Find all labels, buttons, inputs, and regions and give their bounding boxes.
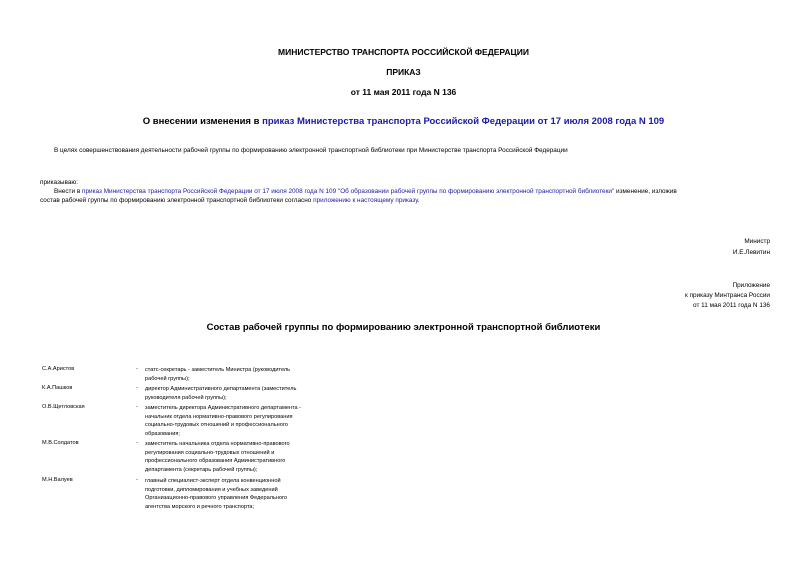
doc-date: от 11 мая 2011 года N 136 bbox=[350, 87, 457, 97]
ministry-heading: МИНИСТЕРСТВО ТРАНСПОРТА РОССИЙСКОЙ ФЕДЕРАЦИИ bbox=[278, 47, 529, 57]
role-line: Организационно-правового управления Федерального bbox=[145, 495, 288, 502]
member-role bbox=[145, 404, 355, 438]
role-line: начальник отдела нормативно-правового регулирования bbox=[145, 413, 293, 420]
title-prefix: О внесении изменения в bbox=[142, 116, 263, 127]
role-line: социально-трудовых отношений и профессионального bbox=[145, 422, 288, 429]
role-line: статс-секретарь - заместитель Министра (руководитель bbox=[145, 367, 291, 373]
appendix-line-2: к приказу Минтранса России bbox=[685, 292, 770, 299]
order-p2-link[interactable]: приложению к настоящему приказу bbox=[313, 197, 418, 204]
appendix-line-3: от 11 мая 2011 года N 136 bbox=[693, 302, 770, 309]
role-line: профессионального образования Административного bbox=[145, 458, 286, 465]
role-line: руководителя рабочей группы); bbox=[145, 394, 227, 401]
role-line: директор Административного департамента (заместитель bbox=[145, 386, 297, 392]
doc-type-heading: ПРИКАЗ bbox=[386, 67, 421, 77]
member-role bbox=[145, 477, 355, 511]
role-line: заместитель начальника отдела нормативно-правового bbox=[145, 441, 290, 447]
role-line: заместитель директора Административного департамента - bbox=[145, 405, 302, 411]
appendix-line-1: Приложение bbox=[732, 282, 770, 289]
role-line: регулирования социально-трудовых отношений и bbox=[145, 449, 275, 456]
member-role bbox=[145, 385, 355, 402]
document-title bbox=[0, 116, 807, 127]
role-line: подготовки, дипломирования и учебных заведений bbox=[145, 486, 278, 493]
preamble-text: В целях совершенствования деятельности рабочей группы по формированию электронной транспортной библиотеки при Министерстве транспорта Российской Федерации bbox=[54, 147, 568, 154]
member-role bbox=[145, 366, 355, 383]
member-dash: - bbox=[136, 366, 138, 372]
role-line: департамента (секретарь рабочей группы); bbox=[145, 466, 258, 473]
member-dash: - bbox=[136, 404, 138, 410]
title-link[interactable]: приказ Министерства транспорта Российской Федерации от 17 июля 2008 года N 109 bbox=[262, 116, 665, 127]
order-p1-end: изменение, изложив bbox=[614, 188, 677, 195]
member-dash: - bbox=[136, 385, 138, 391]
member-name: К.А.Пашков bbox=[42, 385, 73, 391]
order-p1-start: Внести в bbox=[54, 188, 82, 195]
member-name: М.В.Солдатов bbox=[42, 440, 79, 446]
role-line: главный специалист-эксперт отдела конвенционной bbox=[145, 478, 281, 484]
order-paragraph-2 bbox=[40, 196, 780, 206]
role-line: образования; bbox=[145, 430, 180, 437]
composition-title: Состав рабочей группы по формированию электронной транспортной библиотеки bbox=[206, 322, 601, 333]
member-dash: - bbox=[136, 477, 138, 483]
order-label: приказываю: bbox=[40, 179, 78, 186]
role-line: рабочей группы); bbox=[145, 375, 190, 382]
signature-name: И.Е.Левитин bbox=[732, 249, 770, 256]
role-line: агентства морского и речного транспорта; bbox=[145, 503, 255, 510]
member-name: С.А.Аристов bbox=[42, 366, 75, 372]
member-name: М.Н.Валуев bbox=[42, 477, 73, 483]
member-dash: - bbox=[136, 440, 138, 446]
signature-position: Министр bbox=[744, 238, 770, 245]
order-p2-end: . bbox=[417, 197, 420, 204]
order-p1-link[interactable]: приказ Министерства транспорта Российской Федерации от 17 июля 2008 года N 109 "Об образовании рабочей группы по формированию электронной транспортной библиотеки" bbox=[81, 188, 615, 195]
member-role bbox=[145, 440, 355, 474]
order-p2-start: состав рабочей группы по формированию электронной транспортной библиотеки согласно bbox=[40, 197, 314, 204]
member-name: О.В.Щетловская bbox=[42, 404, 85, 410]
